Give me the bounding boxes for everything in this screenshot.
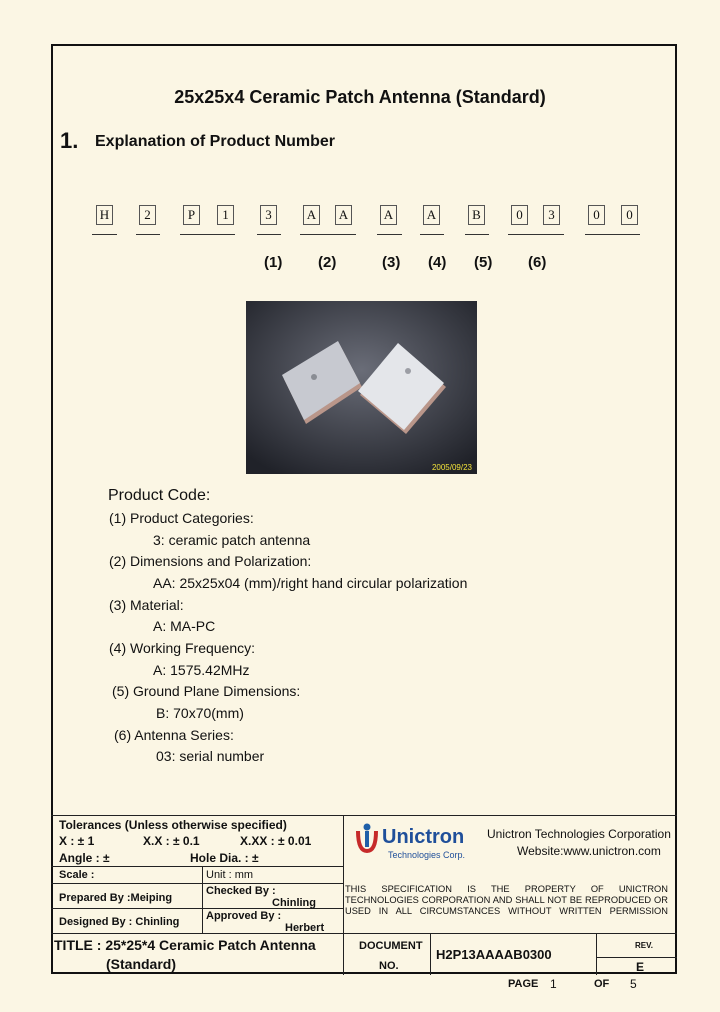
product-char-box: B [468,205,485,225]
document-title: 25x25x4 Ceramic Patch Antenna (Standard) [174,87,546,107]
product-photo [246,301,477,474]
page-label: PAGE [508,978,539,990]
approved-by-name: Herbert [285,922,325,934]
title-block-divider [596,933,597,975]
product-char-box: 3 [260,205,277,225]
product-char-box: 3 [543,205,560,225]
prepared-by: Prepared By :Meiping [59,892,173,904]
title-block-rule [596,957,677,958]
title-block-divider [343,815,344,975]
document-label: DOCUMENT [359,940,423,952]
index-label: (5) [474,254,493,271]
product-char-box: A [380,205,397,225]
char-underline [257,234,281,235]
page-total: 5 [630,977,637,991]
code-label: (5) Ground Plane Dimensions: [112,683,301,699]
product-char-box: A [335,205,352,225]
code-value: 03: serial number [156,748,265,764]
title-block-rule [51,866,343,867]
revision-value: E [636,960,645,974]
title-label-line2: (Standard) [106,956,176,972]
index-label: (3) [382,254,401,271]
designed-by: Designed By : Chinling [59,916,180,928]
product-char-box: 1 [217,205,234,225]
product-char-box: 0 [511,205,528,225]
code-value: A: MA-PC [153,618,216,634]
company-website: Website:www.unictron.com [517,844,661,858]
logo-subtitle: Technologies Corp. [388,850,466,860]
document-number: H2P13AAAAB0300 [436,947,552,962]
title-block-divider [430,933,431,975]
char-underline [136,234,160,235]
char-underline [420,234,444,235]
product-char-box: 2 [139,205,156,225]
page-number: 1 [550,977,557,991]
revision-label: REV. [635,941,653,950]
tolerances-label: Tolerances (Unless otherwise specified) [59,818,287,832]
checked-by-label: Checked By : [206,885,276,897]
of-label: OF [594,978,610,990]
title-block-border [51,815,677,816]
section-number: 1. [60,128,79,153]
code-value: A: 1575.42MHz [153,662,250,678]
char-underline [300,234,356,235]
index-label: (6) [528,254,547,271]
tolerance-xxx: X.XX : ± 0.01 [240,834,312,848]
checked-by-name: Chinling [272,897,316,909]
photo-date-stamp: 2005/09/23 [431,463,472,472]
title-block-rule [51,883,343,884]
tolerance-hole: Hole Dia. : ± [190,851,259,865]
unictron-logo-icon [356,821,378,861]
index-label: (1) [264,254,283,271]
product-char-box: 0 [621,205,638,225]
tolerance-x: X : ± 1 [59,834,95,848]
product-char-box: H [96,205,113,225]
code-value: AA: 25x25x04 (mm)/right hand circular polarization [153,575,468,591]
approved-by-label: Approved By : [206,910,282,922]
product-char-box: A [423,205,440,225]
unit-label: Unit : mm [206,869,254,881]
char-underline [377,234,402,235]
title-label: TITLE : 25*25*4 Ceramic Patch Antenna [54,937,316,953]
index-label: (4) [428,254,447,271]
company-name: Unictron Technologies Corporation [487,827,671,841]
title-block-divider [202,866,203,933]
tolerance-angle: Angle : ± [59,851,110,865]
index-label: (2) [318,254,337,271]
char-underline [585,234,640,235]
code-value: B: 70x70(mm) [156,705,244,721]
section-title: Explanation of Product Number [95,133,336,150]
scale-label: Scale : [59,869,95,881]
char-underline [92,234,117,235]
char-underline [465,234,489,235]
code-label: (2) Dimensions and Polarization: [109,553,312,569]
code-label: (4) Working Frequency: [109,640,256,656]
document-no-label: NO. [379,960,399,972]
char-underline [508,234,564,235]
product-char-box: 0 [588,205,605,225]
code-label: (1) Product Categories: [109,510,254,526]
logo-name: Unictron [382,826,465,848]
tolerance-xx: X.X : ± 0.1 [143,834,200,848]
char-underline [180,234,235,235]
code-label: (3) Material: [109,597,184,613]
product-char-box: P [183,205,200,225]
code-value: 3: ceramic patch antenna [153,532,311,548]
code-label: (6) Antenna Series: [114,727,234,743]
product-char-box: A [303,205,320,225]
property-notice: THIS SPECIFICATION IS THE PROPERTY OF UNICTRON TECHNOLOGIES CORPORATION AND SHALL NOT BE REPRODUCED OR USED IN ALL CIRCUMSTANCES WITHOUT WRITTEN PERMISSION [345,884,668,916]
product-code-heading: Product Code: [108,487,211,504]
title-block-border [51,933,677,934]
